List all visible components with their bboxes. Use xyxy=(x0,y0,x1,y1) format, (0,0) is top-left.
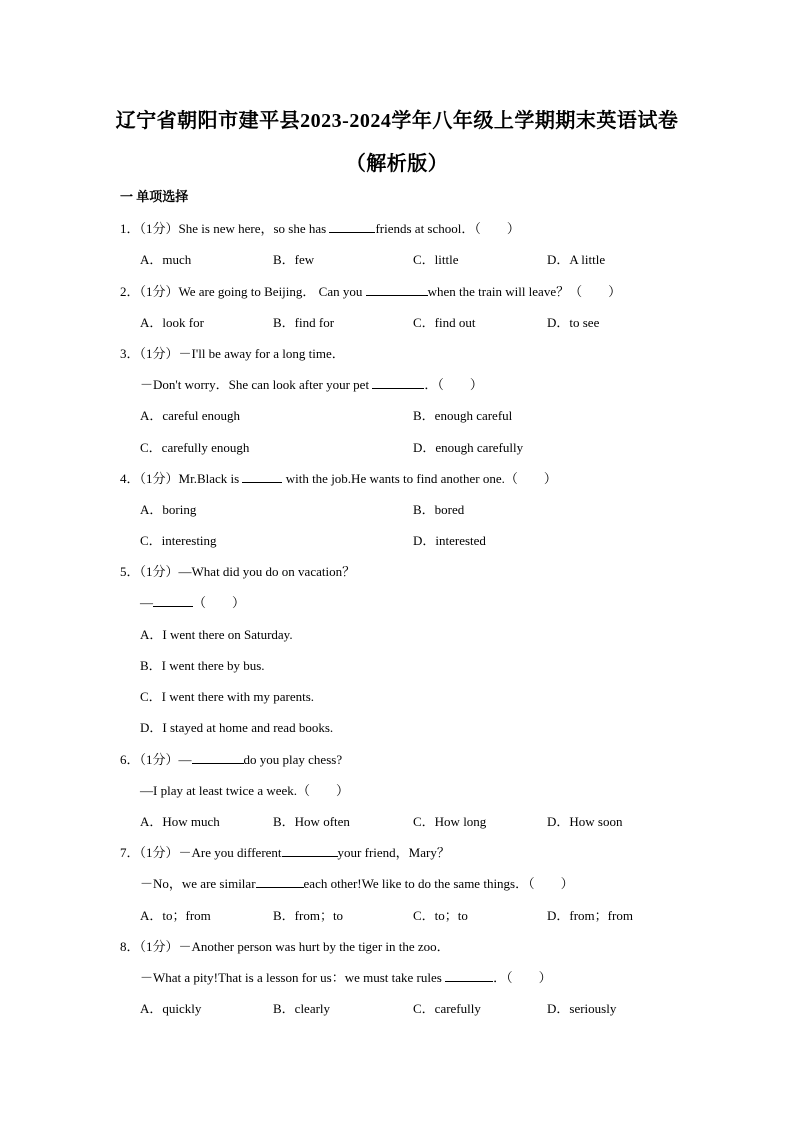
option-c: C．to；to xyxy=(413,908,468,923)
question-text: your friend，Mary？ xyxy=(337,845,450,860)
question-text: －Are you different xyxy=(178,845,282,860)
question-6-line-2: —I play at least twice a week.（ ） xyxy=(140,783,350,798)
question-text: — xyxy=(140,595,153,610)
option-d: D．A little xyxy=(547,252,606,267)
option-b: B．few xyxy=(273,252,315,267)
question-text: Mr.Black is xyxy=(178,471,243,486)
question-number: 8． xyxy=(120,939,140,954)
question-score: （1分） xyxy=(139,845,179,860)
question-text: We are going to Beijing． Can you xyxy=(178,284,366,299)
answer-blank xyxy=(282,844,338,857)
option-d: D．to see xyxy=(547,315,600,330)
answer-blank xyxy=(329,220,375,233)
question-text: each other!We like to do the same things．（ ） xyxy=(303,876,574,891)
option-b: B．enough careful xyxy=(413,408,513,423)
question-number: 5． xyxy=(120,564,140,579)
question-number: 4． xyxy=(120,471,140,486)
option-d: D．How soon xyxy=(547,814,623,829)
option-a: A．careful enough xyxy=(140,408,240,423)
answer-blank xyxy=(192,751,244,764)
question-5-line-2 xyxy=(140,592,245,611)
option-a: A．look for xyxy=(140,315,204,330)
option-c: C．interesting xyxy=(140,533,217,548)
question-text: She is new here，so she has xyxy=(178,221,330,236)
answer-blank xyxy=(242,470,282,483)
question-text: （ ） xyxy=(193,595,246,610)
question-text: —What did you do on vacation？ xyxy=(178,564,356,579)
option-a: A．much xyxy=(140,252,192,267)
document-title-line1: 辽宁省朝阳市建平县2023-2024学年八年级上学期期末英语试卷 xyxy=(115,110,679,132)
question-text: －Don't worry．She can look after your pet xyxy=(140,377,373,392)
answer-blank xyxy=(256,875,304,888)
question-1 xyxy=(120,218,520,237)
question-6 xyxy=(120,749,342,768)
option-d: D．seriously xyxy=(547,1001,617,1016)
option-d: D．enough carefully xyxy=(413,440,524,455)
question-number: 6． xyxy=(120,752,140,767)
answer-blank xyxy=(372,376,424,389)
question-text: －I'll be away for a long time． xyxy=(178,346,345,361)
question-text: －Another person was hurt by the tiger in the zoo． xyxy=(178,939,450,954)
question-text: friends at school．（ ） xyxy=(375,221,520,236)
option-c: C．find out xyxy=(413,315,476,330)
question-text: －What a pity!That is a lesson for us：we must take rules xyxy=(140,970,446,985)
question-text: ．（ ） xyxy=(424,377,483,392)
question-number: 3． xyxy=(120,346,140,361)
option-c: C．carefully enough xyxy=(140,440,250,455)
option-b: B．from；to xyxy=(273,908,344,923)
question-number: 2． xyxy=(120,284,140,299)
option-c: C．How long xyxy=(413,814,487,829)
question-text: when the train will leave？（ ） xyxy=(427,284,622,299)
question-text: －No，we are similar xyxy=(140,876,256,891)
answer-blank xyxy=(366,283,428,296)
option-a: A．How much xyxy=(140,814,220,829)
question-score: （1分） xyxy=(139,221,179,236)
option-c: C．I went there with my parents. xyxy=(140,689,315,704)
question-text: — xyxy=(178,752,192,767)
option-a: A．quickly xyxy=(140,1001,202,1016)
question-2 xyxy=(120,281,621,300)
option-b: B．How often xyxy=(273,814,350,829)
question-score: （1分） xyxy=(139,939,179,954)
question-text: do you play chess? xyxy=(243,752,343,767)
option-b: B．bored xyxy=(413,502,465,517)
option-d: D．I stayed at home and read books. xyxy=(140,720,334,735)
question-score: （1分） xyxy=(139,346,179,361)
option-c: C．little xyxy=(413,252,459,267)
option-b: B．find for xyxy=(273,315,335,330)
question-4 xyxy=(120,468,557,487)
question-score: （1分） xyxy=(139,564,179,579)
question-number: 1． xyxy=(120,221,140,236)
option-a: A．I went there on Saturday. xyxy=(140,627,293,642)
section-heading: 一 单项选择 xyxy=(120,189,189,204)
question-text: ．（ ） xyxy=(493,970,552,985)
question-3-line-2 xyxy=(140,374,483,393)
question-number: 7． xyxy=(120,845,140,860)
option-d: D．from；from xyxy=(547,908,633,923)
question-7 xyxy=(120,842,450,861)
question-8 xyxy=(120,936,450,955)
answer-blank xyxy=(445,969,493,982)
question-7-line-2 xyxy=(140,873,574,892)
option-a: A．boring xyxy=(140,502,197,517)
option-b: B．clearly xyxy=(273,1001,331,1016)
question-3 xyxy=(120,343,345,362)
option-d: D．interested xyxy=(413,533,486,548)
question-score: （1分） xyxy=(139,284,179,299)
answer-blank xyxy=(153,594,193,607)
question-score: （1分） xyxy=(139,471,179,486)
question-5 xyxy=(120,561,355,580)
option-b: B．I went there by bus. xyxy=(140,658,265,673)
document-title-line2: （解析版） xyxy=(345,153,449,175)
question-8-line-2 xyxy=(140,967,552,986)
option-c: C．carefully xyxy=(413,1001,481,1016)
question-score: （1分） xyxy=(139,752,179,767)
question-text: with the job.He wants to find another one.（ ） xyxy=(282,471,557,486)
option-a: A．to；from xyxy=(140,908,211,923)
